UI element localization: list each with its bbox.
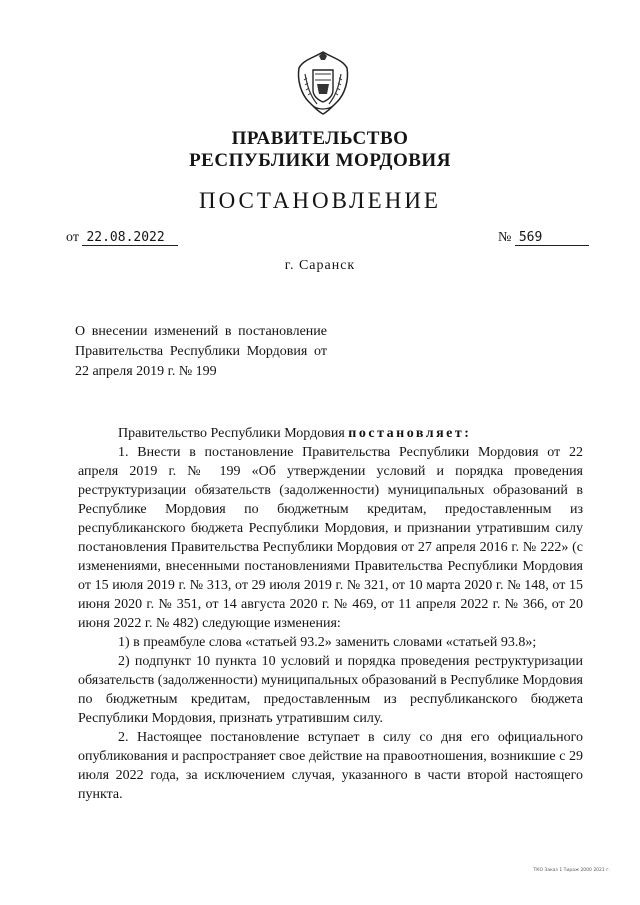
city-name: г. Саранск	[284, 258, 356, 273]
document-subject: О внесении изменений в постановление Правительства Республики Мордовия от 22 апреля 2019 г. № 199	[75, 324, 327, 379]
document-body	[78, 424, 583, 804]
preamble	[78, 424, 583, 443]
organization-name-line2: РЕСПУБЛИКИ МОРДОВИЯ	[189, 150, 451, 171]
number-row	[498, 230, 589, 246]
print-mark: ТКО Заказ 1 Тираж 2000 2021 г.	[533, 868, 610, 873]
date-value: 22.08.2022	[82, 230, 178, 246]
paragraph-subitem-1: 1) в преамбуле слова «статьей 93.2» заменить словами «статьей 93.8»;	[118, 635, 537, 650]
date-prefix: от	[66, 230, 79, 245]
coat-of-arms-emblem	[295, 50, 351, 116]
paragraph-subitem-2: 2) подпункт 10 пункта 10 условий и порядка проведения реструктуризации обязательств (задолженности) муниципальных образований в Республике Мордовия по бюджетным кредитам, предоставленным из республиканского бюджета Республики Мордовия, признать утратившим силу.	[78, 654, 583, 726]
organization-name-line1: ПРАВИТЕЛЬСТВО	[231, 128, 409, 149]
paragraph-item-2: 2. Настоящее постановление вступает в силу со дня его официального опубликования и распространяет свое действие на правоотношения, возникшие с 29 июля 2022 года, за исключением случая, указанного в части второй настоящего пункта.	[78, 730, 583, 802]
number-prefix: №	[498, 230, 512, 245]
preamble-keyword: постановляет:	[348, 426, 472, 441]
preamble-text: Правительство Республики Мордовия	[118, 426, 345, 441]
number-value: 569	[515, 230, 589, 246]
document-type-title: ПОСТАНОВЛЕНИЕ	[199, 188, 441, 213]
date-row	[66, 230, 178, 246]
paragraph-item-1: 1. Внести в постановление Правительства Республики Мордовия от 22 апреля 2019 г. № 199 «Об утверждении условий и порядка проведения реструктуризации обязательств (задолженности) муниципальных образований в Республике Мордовия по бюджетным кредитам, предоставленным из республиканского бюджета Республики Мордовия, и признании утратившим силу постановления Правительства Республики Мордовия от 27 апреля 2016 г. № 222» (с изменениями, внесенными постановлениями Правительства Республики Мордовия от 15 июля 2019 г. № 313, от 29 июля 2019 г. № 321, от 10 марта 2020 г. № 148, от 15 июня 2020 г. № 351, от 14 августа 2020 г. № 469, от 11 апреля 2022 г. № 366, от 20 июня 2022 г. № 482) следующие изменения:	[78, 445, 583, 631]
